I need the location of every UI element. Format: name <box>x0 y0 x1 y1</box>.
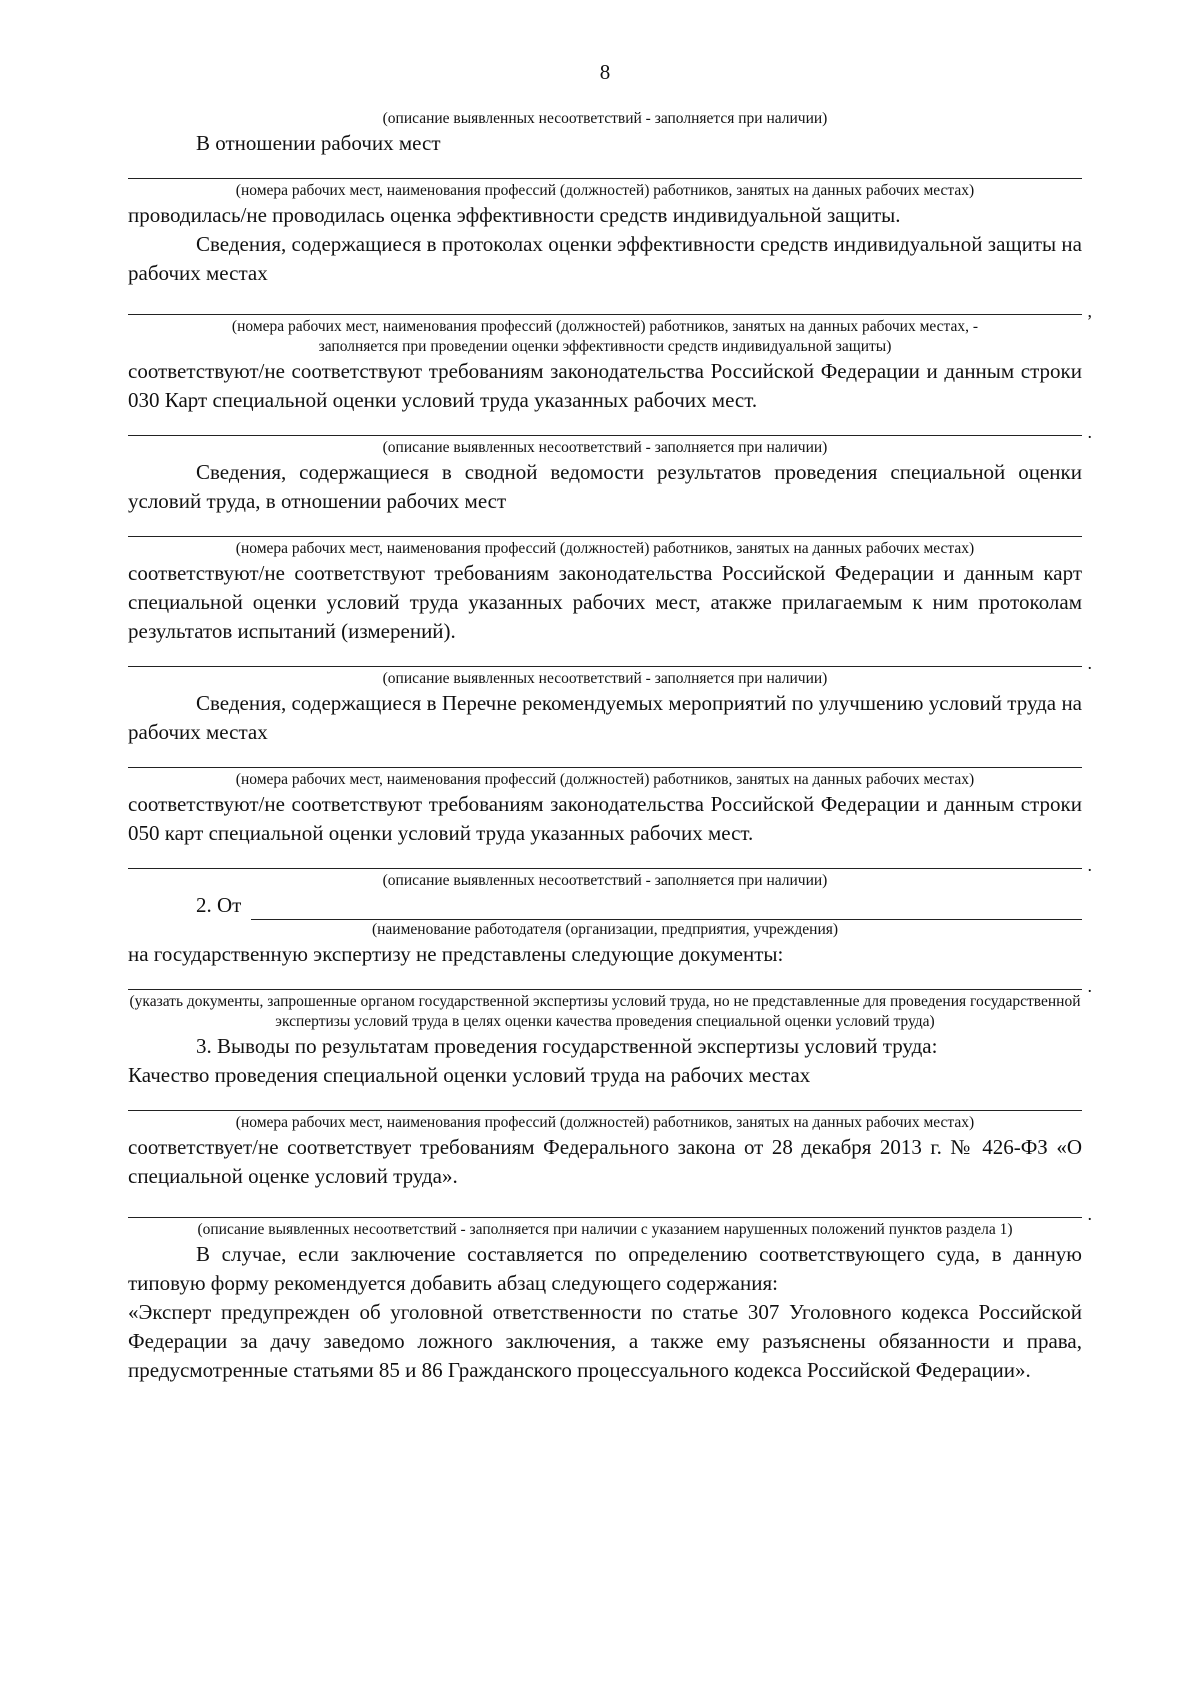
hint-line: (номера рабочих мест, наименования профессий (должностей) работников, занятых на данных рабочих местах, - <box>231 318 979 335</box>
para-compliance-030: соответствуют/не соответствуют требованиям законодательства Российской Федерации и данным строки 030 Карт специальной оценки условий труда указанных рабочих мест. <box>128 359 1082 412</box>
para-compliance-050: соответствуют/не соответствуют требованиям законодательства Российской Федерации и данным строки 050 карт специальной оценки условий труда указанных рабочих мест. <box>128 792 1082 845</box>
para-summary-statement: Сведения, содержащиеся в сводной ведомости результатов проведения специальной оценки условий труда, в отношении рабочих мест <box>128 460 1082 513</box>
para-court-case: В случае, если заключение составляется по определению соответствующего суда, в данную типовую форму рекомендуется добавить абзац следующего содержания: <box>128 1242 1082 1295</box>
blank-line <box>128 288 1092 321</box>
hint-workplace-numbers-2: (номера рабочих мест, наименования профессий (должностей) работников, занятых на данных рабочих местах) <box>235 540 975 557</box>
hint-nonconformities-1: (описание выявленных несоответствий - заполняется при наличии) <box>382 110 828 127</box>
hint-nonconformities-5: (описание выявленных несоответствий - заполняется при наличии с указанием нарушенных положений пунктов раздела 1) <box>197 1221 1013 1238</box>
hint-employer-name: (наименование работодателя (организации, предприятия, учреждения) <box>371 921 839 938</box>
hint-requested-documents: (указать документы, запрошенные органом государственной экспертизы условий труда, но не представленные для проведения государственной экспертизы условий труда в целях оценки качества проведения специальной оценки условий труда) <box>129 993 1081 1030</box>
para-workplaces-intro: В отношении рабочих мест <box>196 131 441 155</box>
para-ppe-assessment: проводилась/не проводилась оценка эффективности средств индивидуальной защиты. <box>128 203 901 227</box>
section-3-heading: 3. Выводы по результатам проведения государственной экспертизы условий труда: <box>196 1034 938 1058</box>
blank-line <box>128 1090 1082 1111</box>
employer-blank-line <box>251 897 1082 920</box>
hint-nonconformities-2: (описание выявленных несоответствий - заполняется при наличии) <box>382 439 828 456</box>
hint-workplace-numbers-3: (номера рабочих мест, наименования профессий (должностей) работников, занятых на данных рабочих местах) <box>235 771 975 788</box>
line-tail: . <box>1087 1204 1092 1224</box>
blank-line <box>128 969 1092 996</box>
employer-row <box>128 891 1082 920</box>
para-quality-assessment: Качество проведения специальной оценки условий труда на рабочих местах <box>128 1063 811 1087</box>
para-missing-documents: на государственную экспертизу не представлены следующие документы: <box>128 942 784 966</box>
hint-workplace-numbers-4: (номера рабочих мест, наименования профессий (должностей) работников, занятых на данных рабочих местах) <box>235 1114 975 1131</box>
section-2-label: 2. От <box>196 893 242 917</box>
blank-line <box>128 158 1082 179</box>
page-number: 8 <box>599 60 611 84</box>
para-expert-warning: «Эксперт предупрежден об уголовной ответственности по статье 307 Уголовного кодекса Российской Федерации за дачу заведомо ложного заключения, а также ему разъяснены обязанности и права, предусмотренные статьями 85 и 86 Гражданского процессуального кодекса Российской Федерации». <box>128 1300 1082 1382</box>
para-ppe-protocols: Сведения, содержащиеся в протоколах оценки эффективности средств индивидуальной защиты на рабочих местах <box>128 232 1082 285</box>
blank-line <box>128 516 1082 537</box>
line-tail: . <box>1087 976 1092 996</box>
para-compliance-cards: соответствуют/не соответствуют требованиям законодательства Российской Федерации и данным карт специальной оценки условий труда указанных рабочих мест, атакже прилагаемым к ним протоколам результатов испытаний (измерений). <box>128 561 1082 643</box>
para-federal-law: соответствует/не соответствует требованиям Федерального закона от 28 декабря 2013 г. № 426-ФЗ «О специальной оценке условий труда». <box>128 1135 1082 1188</box>
line-tail: , <box>1087 301 1092 321</box>
blank-line <box>128 848 1092 875</box>
hint-workplace-numbers-ppe <box>128 317 1082 357</box>
blank-line <box>128 1191 1092 1224</box>
line-tail: . <box>1087 422 1092 442</box>
line-tail: . <box>1087 855 1092 875</box>
hint-nonconformities-3: (описание выявленных несоответствий - заполняется при наличии) <box>382 670 828 687</box>
hint-workplace-numbers-1: (номера рабочих мест, наименования профессий (должностей) работников, занятых на данных рабочих местах) <box>235 182 975 199</box>
blank-line <box>128 747 1082 768</box>
para-recommended-measures: Сведения, содержащиеся в Перечне рекомендуемых мероприятий по улучшению условий труда на рабочих местах <box>128 691 1082 744</box>
hint-nonconformities-4: (описание выявленных несоответствий - заполняется при наличии) <box>382 872 828 889</box>
blank-line <box>128 646 1092 673</box>
blank-line <box>128 415 1092 442</box>
line-tail: . <box>1087 653 1092 673</box>
hint-line: заполняется при проведении оценки эффективности средств индивидуальной защиты) <box>318 338 892 355</box>
